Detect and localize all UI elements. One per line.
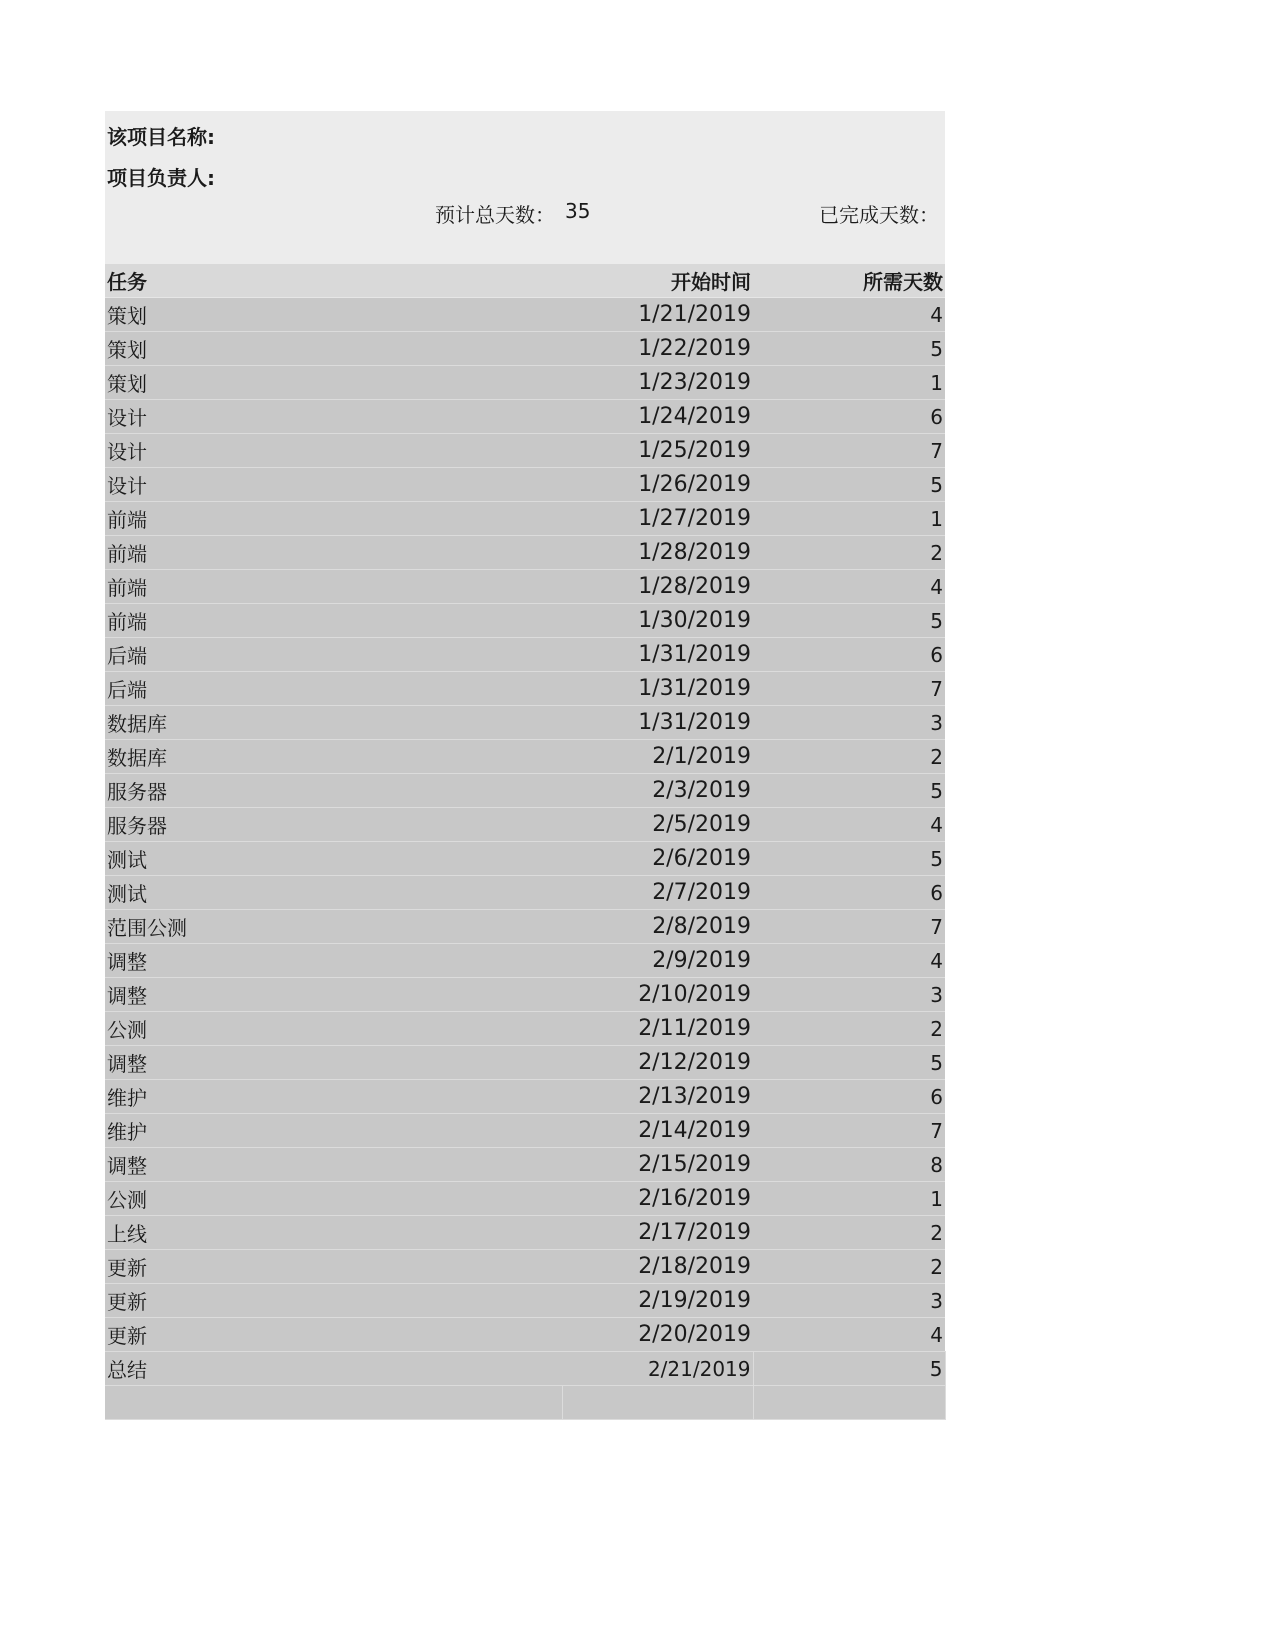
task-table <box>105 264 946 1420</box>
task-table-body <box>105 298 945 1420</box>
task-cell[interactable]: 数据库 <box>105 740 562 774</box>
table-row <box>105 366 945 400</box>
days-cell[interactable]: 5 <box>753 604 945 638</box>
days-cell[interactable]: 7 <box>753 910 945 944</box>
start-date-cell[interactable]: 1/22/2019 <box>562 332 753 366</box>
start-date-cell[interactable]: 1/31/2019 <box>562 706 753 740</box>
task-cell[interactable]: 服务器 <box>105 774 562 808</box>
empty-days-cell[interactable] <box>753 1386 945 1420</box>
start-date-cell[interactable]: 2/14/2019 <box>562 1114 753 1148</box>
start-date-cell[interactable]: 2/6/2019 <box>562 842 753 876</box>
start-date-cell[interactable]: 2/13/2019 <box>562 1080 753 1114</box>
start-date-cell[interactable]: 2/10/2019 <box>562 978 753 1012</box>
start-date-cell[interactable]: 1/30/2019 <box>562 604 753 638</box>
table-row <box>105 808 945 842</box>
task-cell[interactable]: 后端 <box>105 638 562 672</box>
table-row <box>105 468 945 502</box>
table-row <box>105 1318 945 1352</box>
start-date-cell[interactable]: 1/28/2019 <box>562 536 753 570</box>
task-cell[interactable]: 前端 <box>105 502 562 536</box>
task-cell[interactable]: 总结 <box>105 1352 562 1386</box>
table-row <box>105 1114 945 1148</box>
start-date-cell[interactable]: 1/28/2019 <box>562 570 753 604</box>
days-cell[interactable]: 2 <box>753 1012 945 1046</box>
table-row <box>105 706 945 740</box>
start-date-cell[interactable]: 2/17/2019 <box>562 1216 753 1250</box>
start-date-cell[interactable]: 1/26/2019 <box>562 468 753 502</box>
project-name-label: 该项目名称: <box>107 125 215 149</box>
start-date-cell[interactable]: 2/20/2019 <box>562 1318 753 1352</box>
table-row <box>105 400 945 434</box>
start-date-cell[interactable]: 2/7/2019 <box>562 876 753 910</box>
days-cell[interactable]: 1 <box>753 1182 945 1216</box>
days-cell[interactable]: 5 <box>753 332 945 366</box>
empty-start-date-cell[interactable] <box>562 1386 753 1420</box>
table-row <box>105 604 945 638</box>
task-cell[interactable]: 更新 <box>105 1250 562 1284</box>
days-cell[interactable]: 6 <box>753 638 945 672</box>
days-cell[interactable]: 3 <box>753 978 945 1012</box>
days-cell[interactable]: 1 <box>753 366 945 400</box>
table-row <box>105 672 945 706</box>
days-cell[interactable]: 6 <box>753 876 945 910</box>
days-cell[interactable]: 3 <box>753 706 945 740</box>
table-row <box>105 536 945 570</box>
start-date-cell[interactable]: 2/18/2019 <box>562 1250 753 1284</box>
table-row <box>105 332 945 366</box>
table-row <box>105 944 945 978</box>
task-cell[interactable]: 设计 <box>105 468 562 502</box>
start-date-cell[interactable]: 1/25/2019 <box>562 434 753 468</box>
estimated-days-value[interactable]: 35 <box>565 199 591 223</box>
start-date-cell[interactable]: 2/5/2019 <box>562 808 753 842</box>
estimated-days-label: 预计总天数： <box>435 203 555 227</box>
start-date-cell[interactable]: 1/27/2019 <box>562 502 753 536</box>
task-cell[interactable]: 测试 <box>105 876 562 910</box>
table-row <box>105 1148 945 1182</box>
start-date-cell[interactable]: 2/15/2019 <box>562 1148 753 1182</box>
table-row <box>105 434 945 468</box>
task-cell[interactable]: 公测 <box>105 1182 562 1216</box>
task-cell[interactable]: 更新 <box>105 1318 562 1352</box>
start-date-cell[interactable]: 2/1/2019 <box>562 740 753 774</box>
days-cell[interactable]: 7 <box>753 434 945 468</box>
table-row <box>105 1046 945 1080</box>
column-header-start-date[interactable]: 开始时间 <box>562 264 753 298</box>
task-cell[interactable]: 上线 <box>105 1216 562 1250</box>
task-cell[interactable]: 调整 <box>105 1148 562 1182</box>
project-owner-label: 项目负责人: <box>107 166 215 190</box>
days-cell[interactable]: 5 <box>753 1352 945 1386</box>
days-cell[interactable]: 1 <box>753 502 945 536</box>
task-cell[interactable]: 调整 <box>105 978 562 1012</box>
start-date-cell[interactable]: 2/12/2019 <box>562 1046 753 1080</box>
start-date-cell[interactable]: 1/31/2019 <box>562 638 753 672</box>
table-row <box>105 638 945 672</box>
task-cell[interactable]: 服务器 <box>105 808 562 842</box>
task-cell[interactable]: 调整 <box>105 1046 562 1080</box>
empty-task-cell[interactable] <box>105 1386 562 1420</box>
task-cell[interactable]: 更新 <box>105 1284 562 1318</box>
days-cell[interactable]: 4 <box>753 298 945 332</box>
task-cell[interactable]: 调整 <box>105 944 562 978</box>
task-cell[interactable]: 数据库 <box>105 706 562 740</box>
days-cell[interactable]: 5 <box>753 468 945 502</box>
task-cell[interactable]: 策划 <box>105 298 562 332</box>
task-cell[interactable]: 公测 <box>105 1012 562 1046</box>
table-row <box>105 502 945 536</box>
table-row <box>105 1012 945 1046</box>
start-date-cell[interactable]: 2/8/2019 <box>562 910 753 944</box>
table-row <box>105 298 945 332</box>
table-row <box>105 910 945 944</box>
start-date-cell[interactable]: 1/24/2019 <box>562 400 753 434</box>
table-row <box>105 978 945 1012</box>
days-cell[interactable]: 8 <box>753 1148 945 1182</box>
task-cell[interactable]: 前端 <box>105 536 562 570</box>
table-row <box>105 740 945 774</box>
table-row <box>105 1250 945 1284</box>
completed-days-label: 已完成天数： <box>819 203 939 227</box>
days-cell[interactable]: 3 <box>753 1284 945 1318</box>
start-date-cell[interactable]: 2/3/2019 <box>562 774 753 808</box>
days-cell[interactable]: 6 <box>753 1080 945 1114</box>
table-row <box>105 842 945 876</box>
days-cell[interactable]: 2 <box>753 1250 945 1284</box>
days-cell[interactable]: 4 <box>753 1318 945 1352</box>
table-row <box>105 1182 945 1216</box>
table-row <box>105 570 945 604</box>
days-cell[interactable]: 4 <box>753 944 945 978</box>
days-cell[interactable]: 7 <box>753 672 945 706</box>
start-date-cell[interactable]: 2/9/2019 <box>562 944 753 978</box>
table-header-row <box>105 264 945 298</box>
days-cell[interactable]: 5 <box>753 842 945 876</box>
days-cell[interactable]: 4 <box>753 808 945 842</box>
task-cell[interactable]: 策划 <box>105 366 562 400</box>
task-cell[interactable]: 前端 <box>105 570 562 604</box>
task-cell[interactable]: 设计 <box>105 400 562 434</box>
task-cell[interactable]: 维护 <box>105 1080 562 1114</box>
days-cell[interactable]: 2 <box>753 536 945 570</box>
start-date-cell[interactable]: 2/19/2019 <box>562 1284 753 1318</box>
table-row <box>105 876 945 910</box>
days-cell[interactable]: 5 <box>753 774 945 808</box>
start-date-cell[interactable]: 1/21/2019 <box>562 298 753 332</box>
start-date-cell[interactable]: 2/11/2019 <box>562 1012 753 1046</box>
task-cell[interactable]: 前端 <box>105 604 562 638</box>
empty-row <box>105 1386 945 1420</box>
days-cell[interactable]: 5 <box>753 1046 945 1080</box>
table-row <box>105 1284 945 1318</box>
table-row <box>105 774 945 808</box>
project-info-header <box>105 111 945 264</box>
task-cell[interactable]: 设计 <box>105 434 562 468</box>
days-cell[interactable]: 2 <box>753 740 945 774</box>
column-header-task[interactable]: 任务 <box>105 264 562 298</box>
column-header-days[interactable]: 所需天数 <box>753 264 945 298</box>
task-cell[interactable]: 范围公测 <box>105 910 562 944</box>
table-row <box>105 1080 945 1114</box>
task-cell[interactable]: 策划 <box>105 332 562 366</box>
start-date-cell[interactable]: 1/23/2019 <box>562 366 753 400</box>
table-row <box>105 1216 945 1250</box>
project-sheet <box>105 111 945 1420</box>
days-cell[interactable]: 4 <box>753 570 945 604</box>
start-date-cell[interactable]: 2/21/2019 <box>562 1352 753 1386</box>
days-cell[interactable]: 6 <box>753 400 945 434</box>
days-cell[interactable]: 2 <box>753 1216 945 1250</box>
task-cell[interactable]: 测试 <box>105 842 562 876</box>
days-cell[interactable]: 7 <box>753 1114 945 1148</box>
start-date-cell[interactable]: 1/31/2019 <box>562 672 753 706</box>
start-date-cell[interactable]: 2/16/2019 <box>562 1182 753 1216</box>
task-cell[interactable]: 后端 <box>105 672 562 706</box>
task-cell[interactable]: 维护 <box>105 1114 562 1148</box>
table-row <box>105 1352 945 1386</box>
